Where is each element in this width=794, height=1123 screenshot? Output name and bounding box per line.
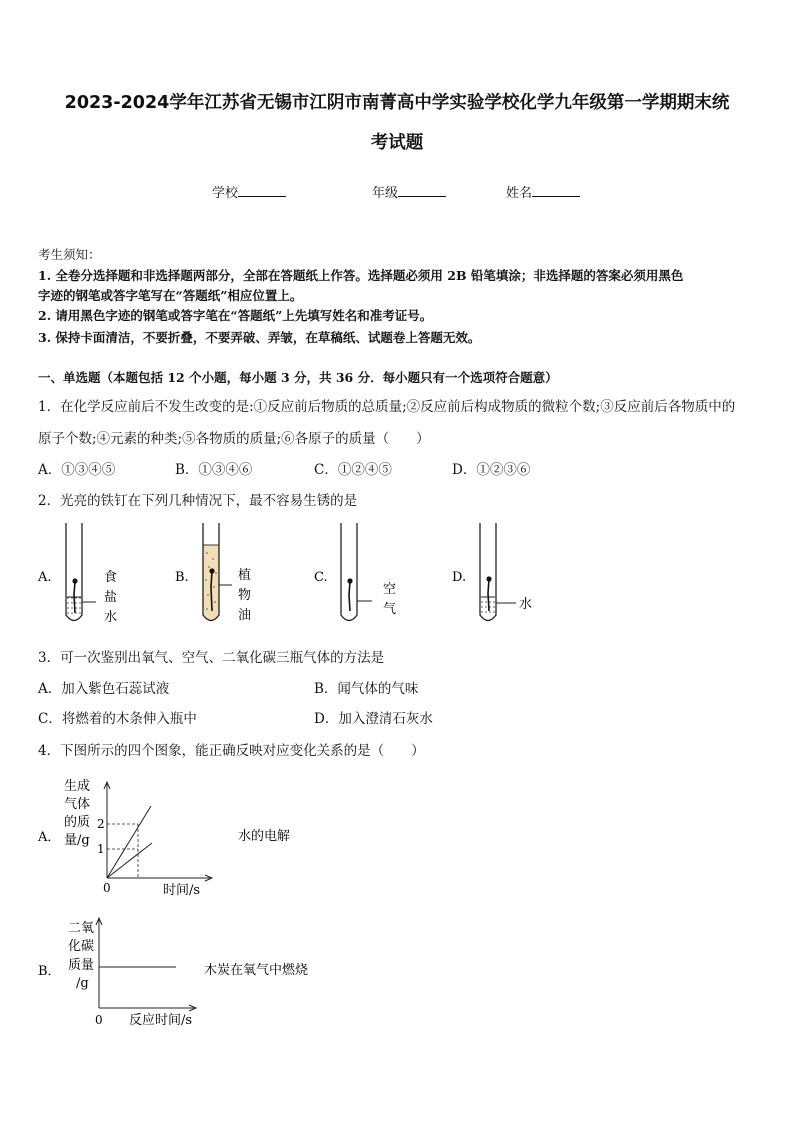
q4-b-axes: [96, 918, 196, 1011]
q2-a-label-2: 盐: [104, 590, 118, 605]
q2-option-a[interactable]: A.: [38, 570, 52, 585]
q3-option-c[interactable]: C．将燃着的木条伸入瓶中: [38, 711, 197, 727]
q4-b-ylabel-4: /g: [76, 976, 89, 991]
q4-b-caption: 木炭在氧气中燃烧: [204, 963, 309, 978]
notice-heading: 考生须知：: [38, 247, 101, 262]
q4-stem: 4．下图所示的四个图象，能正确反映对应变化关系的是（ ）: [38, 743, 425, 759]
q1-stem-line2: 原子个数;④元素的种类;⑤各物质的质量;⑥各原子的质量（ ）: [38, 431, 430, 447]
q4-graph-a: [0, 770, 400, 900]
school-blank[interactable]: [238, 184, 286, 197]
q1-stem-line1: 1．在化学反应前后不发生改变的是:①反应前后物质的总质量;②反应前后构成物质的微粒个数;③反应前后各物质中的: [38, 399, 736, 415]
notice-item3: 3. 保持卡面清洁，不要折叠，不要弄破、弄皱，在草稿纸、试题卷上答题无效。: [38, 330, 481, 345]
q4-a-line-oxygen: [107, 843, 152, 878]
q3-option-a[interactable]: A．加入紫色石蕊试液: [38, 681, 170, 697]
grade-field[interactable]: [372, 182, 446, 201]
q4-b-ylabel-3: 质量: [68, 958, 95, 973]
page-title-line1: 2023-2024学年江苏省无锡市江阴市南菁高中学实验学校化学九年级第一学期期末统: [64, 93, 730, 113]
test-tube-c: [341, 523, 372, 621]
q4-b-ylabel-2: 化碳: [68, 939, 95, 954]
q2-option-b[interactable]: B.: [175, 570, 189, 585]
q2-option-d[interactable]: D.: [452, 570, 467, 585]
q2-c-label-2: 气: [383, 602, 397, 617]
notice-item1b: 字迹的钢笔或答字笔写在“答题纸”相应位置上。: [38, 288, 303, 303]
q4-a-line-hydrogen: [107, 806, 151, 878]
test-tube-d: [480, 523, 516, 621]
q2-stem: 2．光亮的铁钉在下列几种情况下，最不容易生锈的是: [38, 493, 358, 509]
name-blank[interactable]: [532, 184, 580, 197]
q1-option-a[interactable]: A．①③④⑤: [38, 462, 116, 478]
name-label: 姓名: [506, 186, 533, 201]
q2-b-label-1: 植: [238, 568, 252, 583]
q4-a-caption: 水的电解: [238, 829, 291, 844]
q4-b-origin: 0: [95, 1013, 103, 1027]
school-field[interactable]: [212, 182, 286, 201]
q4-a-ylabel-1: 生成: [64, 779, 91, 794]
q2-test-tubes-figure: [0, 515, 794, 635]
school-label: 学校: [212, 186, 239, 201]
q1-option-d[interactable]: D．①②③⑥: [452, 462, 531, 478]
q4-option-b[interactable]: B．: [38, 964, 61, 979]
q2-a-label-1: 食: [104, 570, 118, 585]
q1-option-c[interactable]: C．①②④⑤: [314, 462, 392, 478]
q4-a-tick-1: 1: [97, 842, 105, 856]
q3-option-d[interactable]: D．加入澄清石灰水: [314, 711, 433, 727]
q2-d-label-1: 水: [519, 597, 533, 612]
name-field[interactable]: [506, 182, 580, 201]
notice-item1a: 1. 全卷分选择题和非选择题两部分，全部在答题纸上作答。选择题必须用 2B 铅笔填涂；非选择题的答案必须用黑色: [38, 268, 684, 283]
q4-a-origin: 0: [103, 881, 111, 895]
q2-option-c[interactable]: C.: [314, 570, 328, 585]
q4-a-axes: [104, 782, 212, 881]
grade-blank[interactable]: [398, 184, 446, 197]
notice-item2: 2. 请用黑色字迹的钢笔或答字笔在“答题纸”上先填写姓名和准考证号。: [38, 308, 433, 323]
q4-a-series: [107, 806, 152, 878]
q4-a-ylabel-4: 量/g: [64, 833, 90, 848]
page-title-line2: 考试题: [370, 133, 424, 153]
q4-b-ylabel-1: 二氧: [68, 921, 95, 936]
q4-option-a[interactable]: A．: [38, 830, 61, 845]
q1-option-b[interactable]: B．①③④⑥: [175, 462, 253, 478]
q4-a-ylabel-2: 气体: [64, 797, 91, 812]
q2-c-label-1: 空: [383, 582, 397, 597]
q4-a-xlabel: 时间/s: [163, 883, 201, 898]
test-tube-a: [66, 523, 96, 621]
q4-a-ylabel-3: 的质: [64, 815, 91, 830]
q3-option-b[interactable]: B．闻气体的气味: [314, 681, 419, 697]
q3-stem: 3．可一次鉴别出氧气、空气、二氧化碳三瓶气体的方法是: [38, 650, 385, 666]
section-heading: 一、单选题（本题包括 12 个小题，每小题 3 分，共 36 分．每小题只有一个选项符合题意）: [38, 370, 558, 385]
q2-b-label-3: 油: [238, 608, 252, 623]
q2-a-label-3: 水: [104, 610, 118, 625]
grade-label: 年级: [372, 186, 399, 201]
q4-graph-b: [0, 912, 400, 1032]
q4-a-tick-2: 2: [97, 817, 105, 831]
test-tube-b: [203, 523, 232, 621]
q4-b-xlabel: 反应时间/s: [129, 1013, 193, 1028]
q2-b-label-2: 物: [238, 588, 252, 603]
